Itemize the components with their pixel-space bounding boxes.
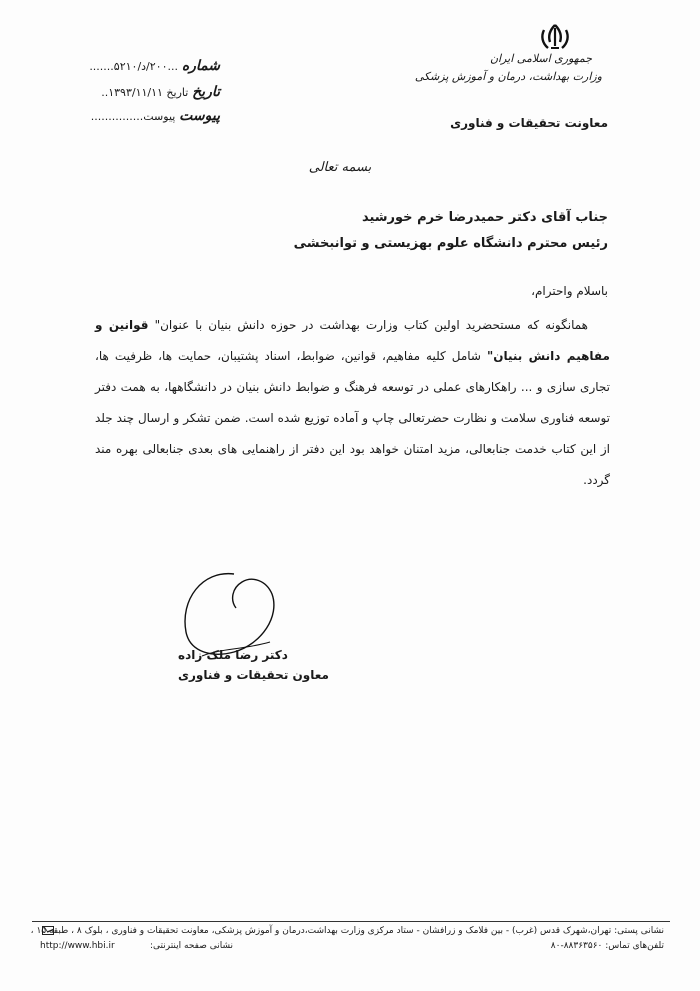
recipient-name: جناب آقای دکتر حمیدرضا خرم خورشید: [361, 210, 608, 225]
letter-number: [90, 58, 220, 74]
footer-website-label: نشانی صفحه اینترنتی:: [150, 941, 233, 951]
number-label: شماره: [181, 58, 220, 74]
body-paragraph: [95, 310, 610, 496]
signatory-title: معاون تحقیقات و فناوری: [178, 668, 329, 682]
footer-website-link[interactable]: http://www.hbi.ir: [40, 941, 115, 951]
date-label: تاریخ: [192, 84, 220, 100]
date-value: تاریخ ۱۳۹۳/۱۱/۱۱..: [101, 86, 189, 99]
body-main: شامل کلیه مفاهیم، قوانین، ضوابط، اسناد پشتیبان، حمایت ها، ظرفیت ها، تجاری سازی و ... راهکارهای عملی در توسعه فرهنگ و ضوابط دانش بنیان در دانشگاهها، به همت دفتر توسعه فناوری سلامت و نظارت حضرتعالی چاپ و آماده توزیع شده است. ضمن تشکر و ارسال چند جلد از این کتاب خدمت جنابعالی، مزید امتنان خواهد بود این دفتر از راهنمایی های بعدی جنابعالی بهره مند گردد.: [95, 349, 610, 487]
republic-name: جمهوری اسلامی ایران: [489, 52, 592, 65]
footer-divider: [32, 921, 670, 922]
recipient-title: رئیس محترم دانشگاه علوم بهزیستی و توانبخشی: [293, 236, 608, 251]
book-title: قوانین و مفاهیم دانش بنیان": [95, 318, 610, 363]
iran-emblem-icon: [538, 22, 572, 52]
basmala: بسمه تعالی: [308, 160, 372, 175]
body-intro: همانگونه که مستحضرید اولین کتاب وزارت بهداشت در حوزه دانش بنیان با عنوان": [154, 318, 588, 332]
attach-value: پیوست...............: [90, 110, 176, 123]
letter-date: [90, 84, 220, 100]
footer-phone: تلفن‌های تماس: ۸۸۳۶۳۵۶۰-۸۰: [550, 941, 664, 951]
footer-address: نشانی پستی: تهران،شهرک قدس (غرب) - بین فلامک و زرافشان - ستاد مرکزی وزارت بهداشت،درمان و آموزش پزشکی، معاونت تحقیقات و فناوری ، بلوک ۸ ، طبقه ۱۵ ،: [30, 926, 664, 936]
number-value: ...۲۰۰/د/۵۲۱۰.......: [89, 60, 178, 73]
letter-body: [95, 310, 610, 496]
greeting: باسلام واحترام،: [531, 284, 608, 298]
ministry-name: وزارت بهداشت، درمان و آموزش پزشکی: [414, 70, 602, 83]
attach-label: پیوست: [179, 108, 220, 124]
signatory-name: دکتر رضا ملک زاده: [178, 648, 288, 662]
letter-attachment: [90, 108, 220, 124]
deputy-office: معاونت تحقیقات و فناوری: [450, 116, 608, 130]
